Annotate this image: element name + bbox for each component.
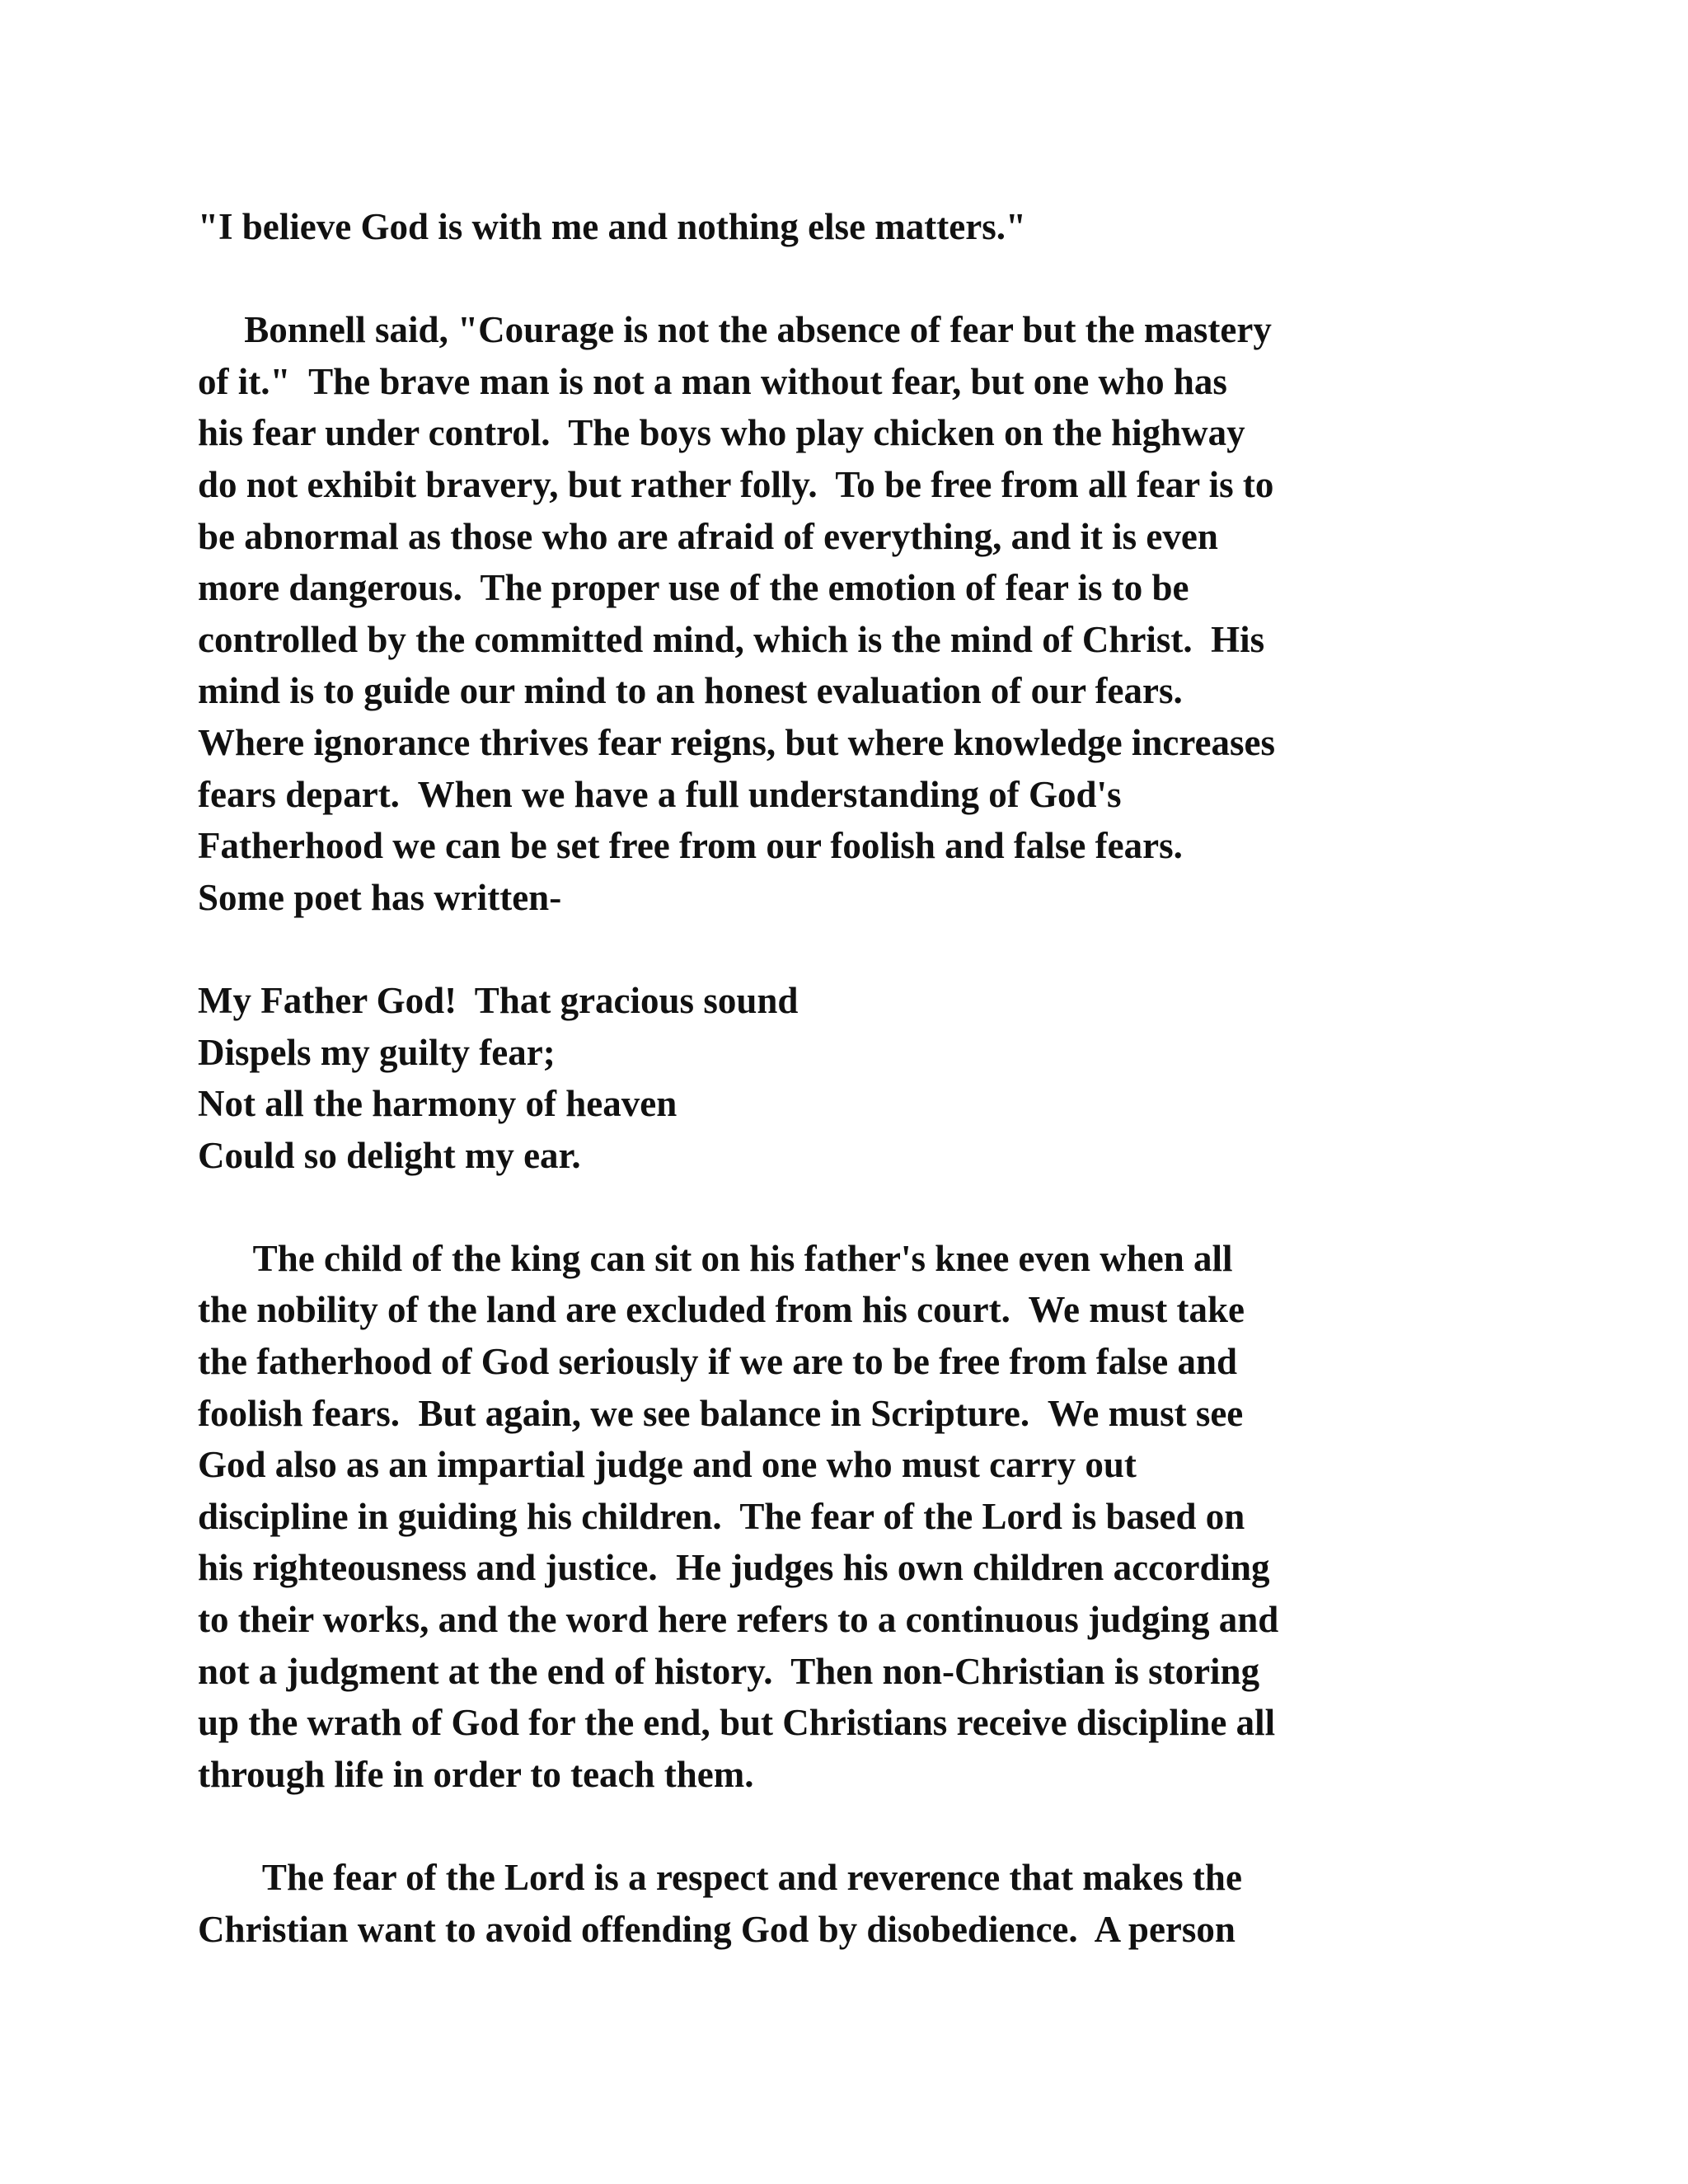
text-line: of it." The brave man is not a man without fear, but one who has: [198, 360, 1227, 402]
text-line: Where ignorance thrives fear reigns, but where knowledge increases: [198, 721, 1275, 763]
text-line: Bonnell said, "Courage is not the absence of fear but the mastery: [198, 309, 1272, 351]
text-line: do not exhibit bravery, but rather folly. To be free from all fear is to: [198, 463, 1274, 505]
text-line: not a judgment at the end of history. Then non-Christian is storing: [198, 1650, 1260, 1692]
text-line: discipline in guiding his children. The fear of the Lord is based on: [198, 1495, 1245, 1537]
text-line: Fatherhood we can be set free from our foolish and false fears.: [198, 825, 1183, 867]
text-line: be abnormal as those who are afraid of everything, and it is even: [198, 515, 1218, 557]
text-line: fears depart. When we have a full understanding of God's: [198, 773, 1122, 815]
blank-line: [198, 253, 1533, 305]
poem-line: Could so delight my ear.: [198, 1134, 581, 1176]
text-line: controlled by the committed mind, which is the mind of Christ. His: [198, 618, 1265, 660]
text-line: The fear of the Lord is a respect and reverence that makes the: [198, 1857, 1242, 1898]
text-line: his righteousness and justice. He judges his own children according: [198, 1547, 1270, 1589]
text-line: The child of the king can sit on his father's knee even when all: [198, 1237, 1233, 1279]
text-line: God also as an impartial judge and one who must carry out: [198, 1444, 1137, 1486]
text-line: more dangerous. The proper use of the emotion of fear is to be: [198, 567, 1189, 609]
text-line: up the wrath of God for the end, but Christians receive discipline all: [198, 1702, 1276, 1744]
blank-line: [198, 1800, 1533, 1852]
text-line: to their works, and the word here refers to a continuous judging and: [198, 1599, 1279, 1641]
text-line: through life in order to teach them.: [198, 1753, 754, 1795]
text-line: foolish fears. But again, we see balance in Scripture. We must see: [198, 1392, 1244, 1434]
document-body: [198, 201, 1533, 1955]
text-line: "I believe God is with me and nothing else matters.": [198, 206, 1026, 247]
poem-line: My Father God! That gracious sound: [198, 979, 799, 1021]
text-line: the fatherhood of God seriously if we are to be free from false and: [198, 1341, 1238, 1383]
text-line: the nobility of the land are excluded from his court. We must take: [198, 1289, 1245, 1331]
text-line: his fear under control. The boys who play chicken on the highway: [198, 412, 1245, 454]
blank-line: [198, 1181, 1533, 1233]
text-line: Some poet has written-: [198, 876, 562, 918]
text-line: Christian want to avoid offending God by disobedience. A person: [198, 1908, 1236, 1950]
text-line: mind is to guide our mind to an honest evaluation of our fears.: [198, 670, 1183, 712]
poem-line: Dispels my guilty fear;: [198, 1031, 556, 1073]
poem-line: Not all the harmony of heaven: [198, 1083, 678, 1125]
blank-line: [198, 923, 1533, 975]
